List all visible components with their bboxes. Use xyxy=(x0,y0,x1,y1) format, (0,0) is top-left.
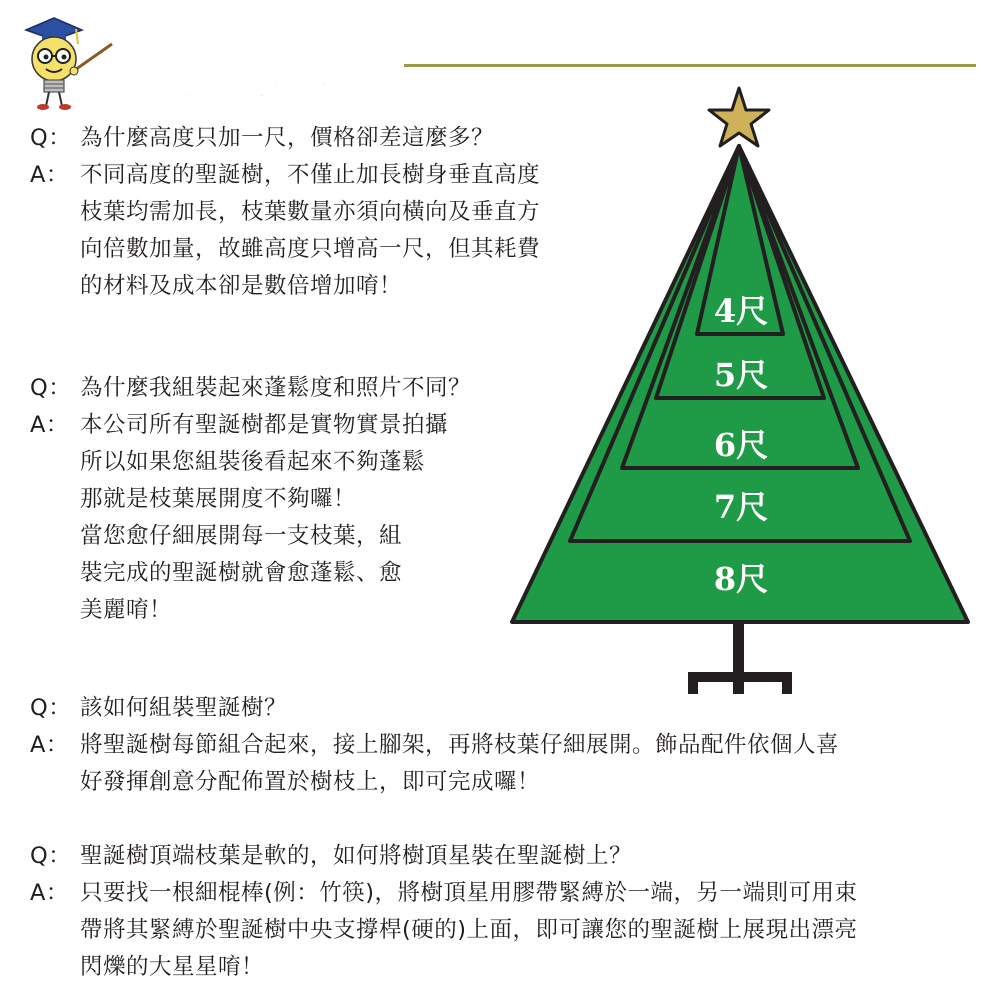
answer-label: A： xyxy=(30,412,69,438)
tree-top-star-icon xyxy=(709,88,769,146)
answer xyxy=(30,727,839,764)
tree-size-label-8: 8尺 xyxy=(713,560,769,598)
qa-block-2 xyxy=(30,370,471,629)
question-text: 為什麼我組裝起來蓬鬆度和照片不同？ xyxy=(80,375,472,401)
question-text: 聖誕樹頂端枝葉是軟的，如何將樹頂星裝在聖誕樹上？ xyxy=(80,843,633,869)
lightbulb-teacher-mascot-icon xyxy=(20,14,120,114)
answer-line: 的材料及成本卻是數倍增加唷！ xyxy=(80,273,403,299)
answer-line: 所以如果您組裝後看起來不夠蓬鬆 xyxy=(80,449,426,475)
answer-line: 向倍數加量，故雖高度只增高一尺，但其耗費 xyxy=(80,236,541,262)
tree-size-label-6: 6尺 xyxy=(713,426,769,464)
answer-line: 枝葉均需加長，枝葉數量亦須向橫向及垂直方 xyxy=(80,199,541,225)
tree-trunk xyxy=(733,622,744,694)
answer-label: A： xyxy=(30,162,69,188)
tree-stand xyxy=(688,672,792,682)
answer-line: 不同高度的聖誕樹，不僅止加長樹身垂直高度 xyxy=(80,162,541,188)
answer-line: 那就是枝葉展開度不夠囉！ xyxy=(80,486,357,512)
question-label: Q： xyxy=(30,375,72,401)
tree-stand-left-foot xyxy=(688,672,698,694)
answer-line: 帶將其緊縛於聖誕樹中央支撐桿(硬的)上面，即可讓您的聖誕樹上展現出漂亮 xyxy=(80,917,858,943)
qa-block-4 xyxy=(30,838,858,986)
answer-line: 當您愈仔細展開每一支枝葉，組 xyxy=(80,523,403,549)
question-text: 該如何組裝聖誕樹？ xyxy=(80,695,288,721)
answer-line: 裝完成的聖誕樹就會愈蓬鬆、愈 xyxy=(80,560,403,586)
answer xyxy=(30,157,540,194)
page-title: 聖誕裝飾小教室 xyxy=(106,64,351,104)
answer-line: 只要找一根細棍棒(例：竹筷)，將樹頂星用膠帶緊縛於一端，另一端則可用束 xyxy=(80,880,858,906)
tree-size-label-4: 4尺 xyxy=(713,292,769,330)
question-label: Q： xyxy=(30,843,72,869)
answer xyxy=(30,407,471,444)
question xyxy=(30,838,858,875)
question-label: Q： xyxy=(30,695,72,721)
answer-label: A： xyxy=(30,732,69,758)
question xyxy=(30,120,540,157)
tree-size-label-7: 7尺 xyxy=(713,488,769,526)
answer-line: 本公司所有聖誕樹都是實物實景拍攝 xyxy=(80,412,449,438)
answer-line: 將聖誕樹每節組合起來，接上腳架，再將枝葉仔細展開。飾品配件依個人喜 xyxy=(80,732,840,758)
answer-line: 美麗唷！ xyxy=(80,597,173,623)
title-rule xyxy=(404,64,976,67)
question-text: 為什麼高度只加一尺，價格卻差這麼多？ xyxy=(80,125,495,151)
qa-block-3 xyxy=(30,690,839,801)
tree-stand-right-foot xyxy=(782,672,792,694)
question xyxy=(30,370,471,407)
answer-label: A： xyxy=(30,880,69,906)
christmas-tree-size-diagram xyxy=(505,80,985,700)
question-label: Q： xyxy=(30,125,72,151)
answer xyxy=(30,875,858,912)
answer-line: 閃爍的大星星唷！ xyxy=(80,954,265,980)
qa-block-1 xyxy=(30,120,540,305)
answer-line: 好發揮創意分配佈置於樹枝上，即可完成囉！ xyxy=(80,769,541,795)
tree-size-label-5: 5尺 xyxy=(713,356,769,394)
